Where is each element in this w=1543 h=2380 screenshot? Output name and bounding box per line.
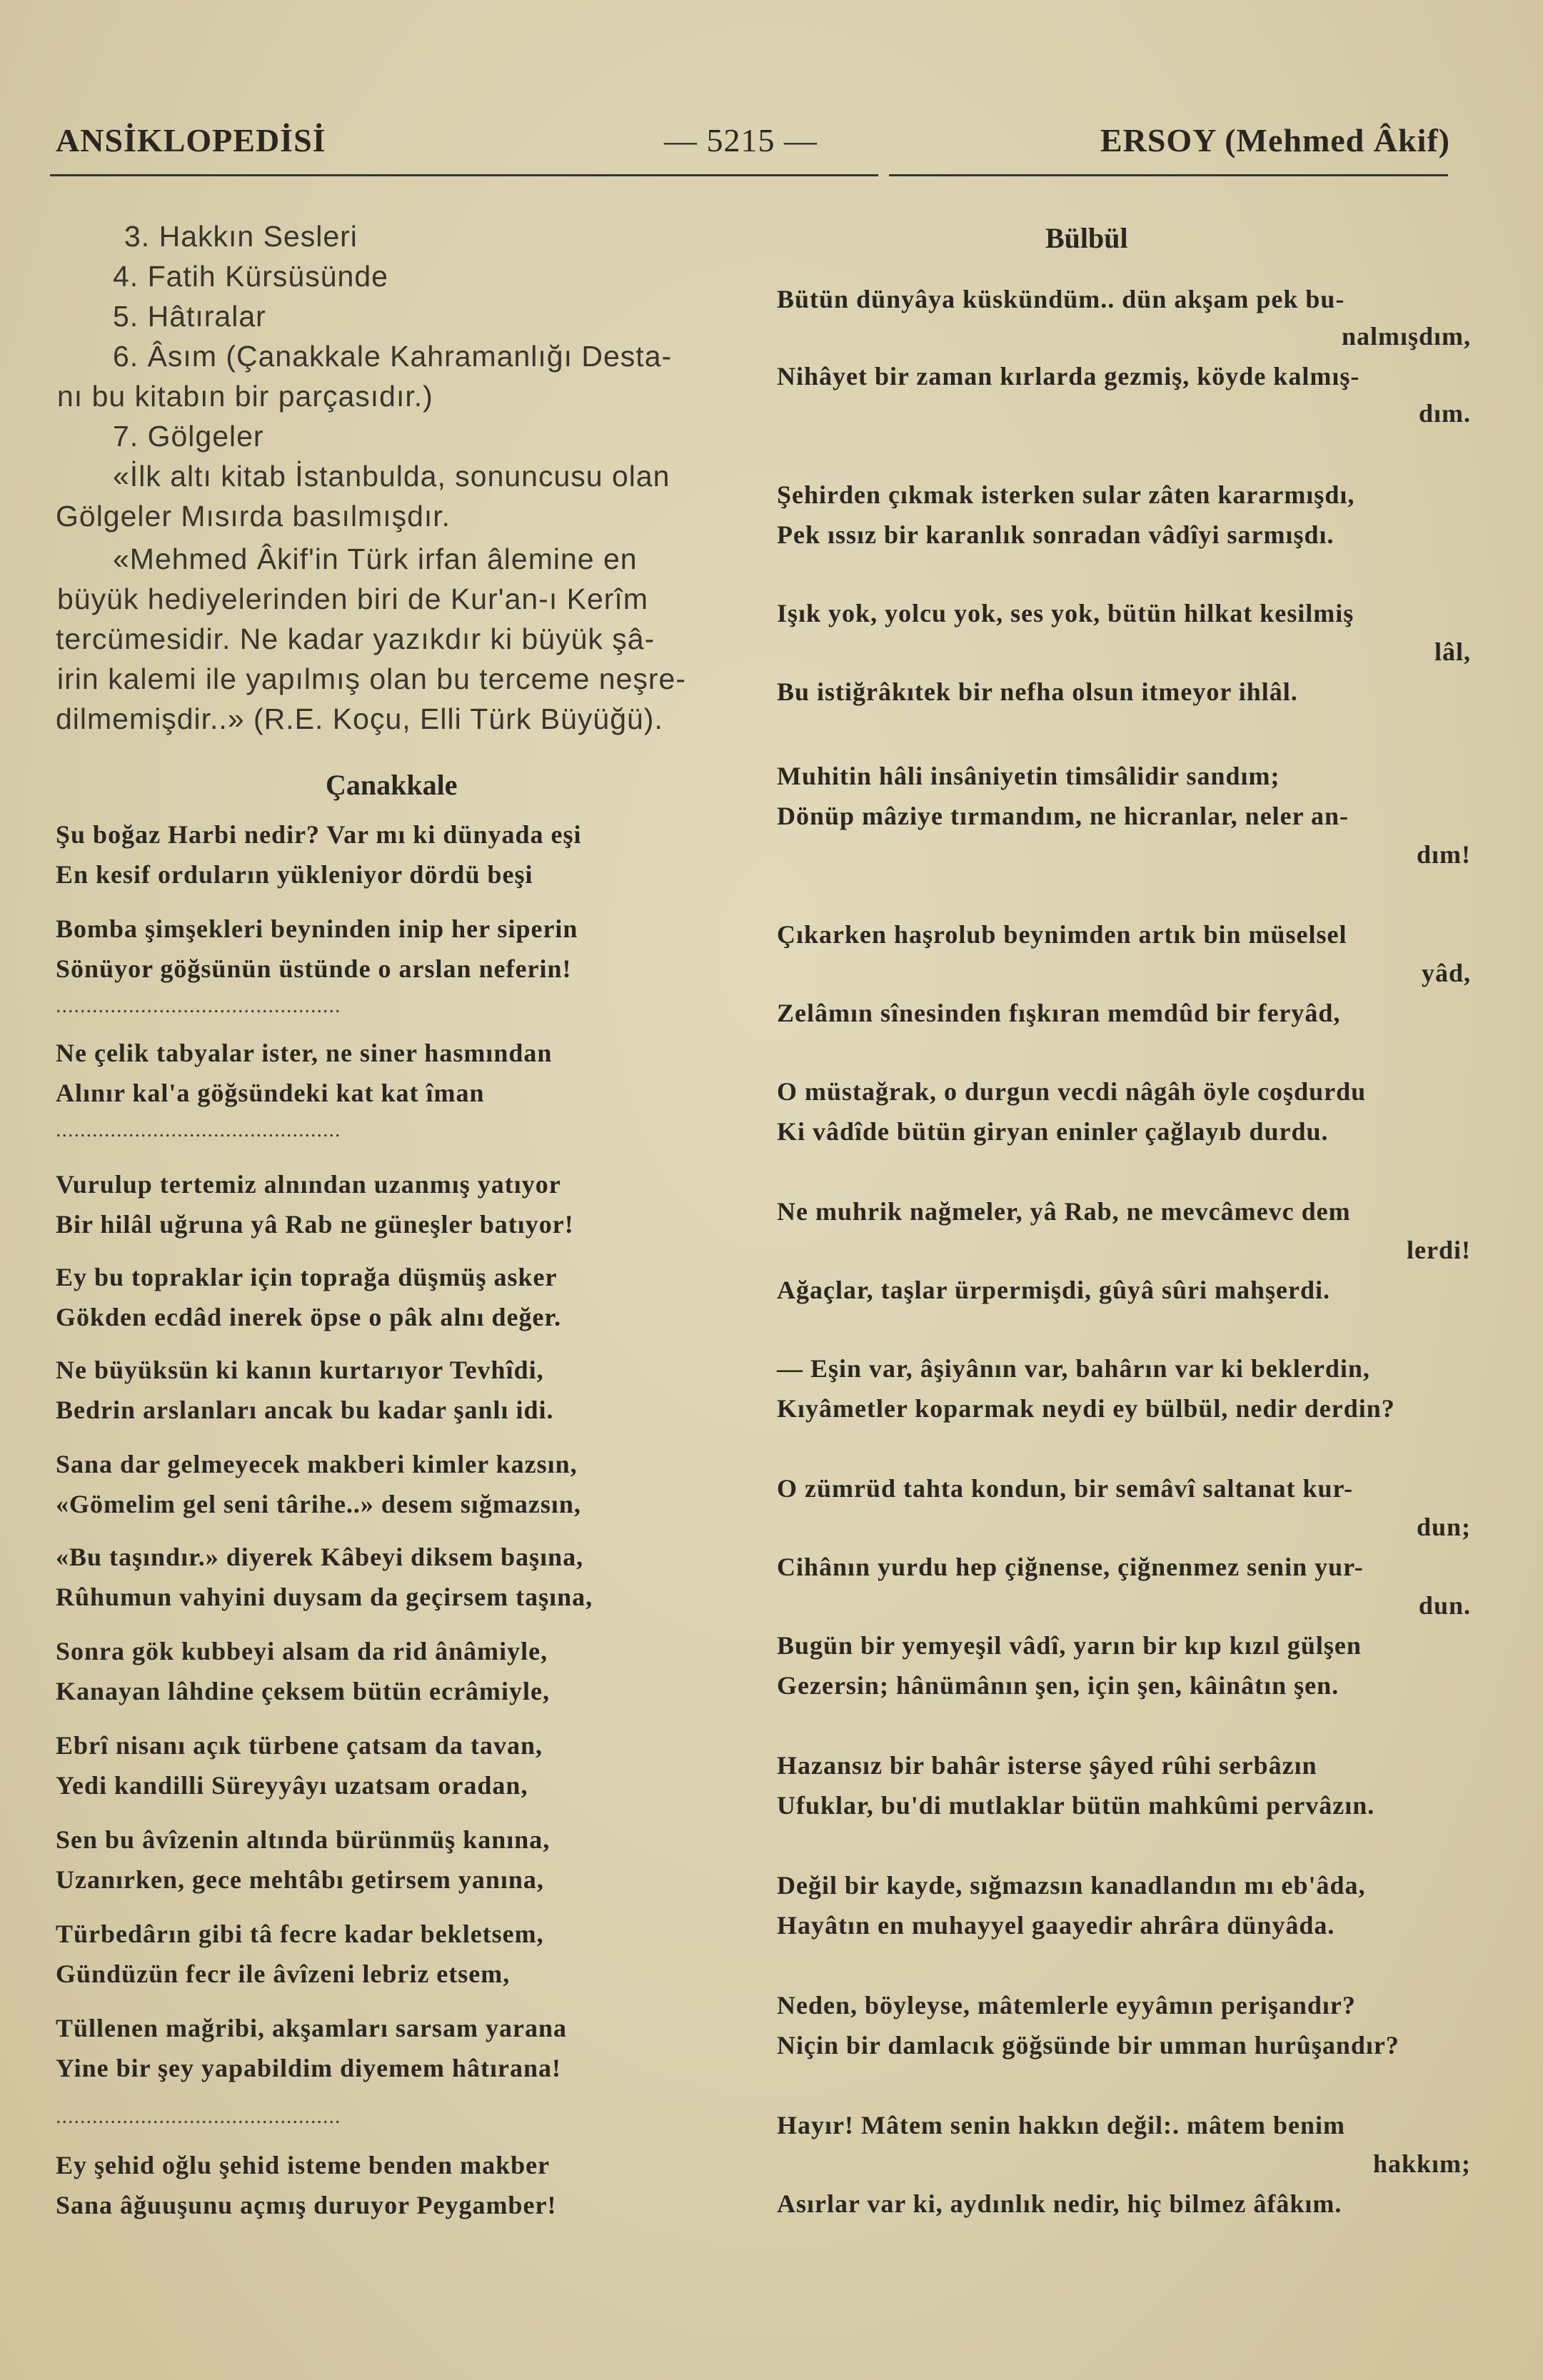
poem-line: Sen bu âvîzenin altında bürünmüş kanına,: [56, 1825, 551, 1854]
poem-line: Gezersin; hânümânın şen, için şen, kâinâtın şen.: [777, 1671, 1340, 1700]
poem-line: Ağaçlar, taşlar ürpermişdi, gûyâ sûri mahşerdi.: [777, 1276, 1331, 1304]
poem-line: Asırlar var ki, aydınlık nedir, hiç bilmez âfâkım.: [777, 2189, 1342, 2218]
poem-line: Türbedârın gibi tâ fecre kadar bekletsem,: [56, 1920, 544, 1948]
poem-title-canakkale: Çanakkale: [326, 769, 458, 801]
poem-line: Bedrin arslanları ancak bu kadar şanlı idi.: [56, 1396, 554, 1424]
quote-line: büyük hediyelerinden biri de Kur'an-ı Kerîm: [57, 583, 648, 615]
poem-line: «Bu taşındır.» diyerek Kâbeyi diksem başına,: [56, 1543, 584, 1571]
header-entry-title: ERSOY (Mehmed Âkif): [1100, 122, 1450, 158]
quote-line: dilmemişdir..» (R.E. Koçu, Elli Türk Büyüğü).: [56, 702, 663, 735]
poem-line: Ki vâdîde bütün giryan eninler çağlayıb durdu.: [777, 1117, 1329, 1146]
poem-line-continuation: dım!: [1417, 840, 1471, 869]
poem-line: Işık yok, yolcu yok, ses yok, bütün hilkat kesilmiş: [777, 599, 1354, 627]
poem-line: Değil bir kayde, sığmazsın kanadlandın mı eb'âda,: [777, 1871, 1366, 1900]
poem-line-continuation: lerdi!: [1407, 1236, 1471, 1264]
poem-line-continuation: dun.: [1418, 1591, 1471, 1620]
poem-line: Yine bir şey yapabildim diyemem hâtırana!: [56, 2054, 562, 2082]
poem-line: Ey bu topraklar için toprağa düşmüş asker: [56, 1263, 558, 1291]
poem-line: En kesif orduların yükleniyor dördü beşi: [56, 860, 533, 889]
poem-line: Şu boğaz Harbi nedir? Var mı ki dünyada eşi: [56, 820, 582, 849]
works-list-item: nı bu kitabın bir parçasıdır.): [57, 380, 433, 413]
poem-line: Gökden ecdâd inerek öpse o pâk alnı değer.: [56, 1303, 562, 1331]
header-rule-left: [50, 174, 878, 176]
poem-title-bulbul: Bülbül: [1045, 222, 1128, 254]
poem-line: Sana âğuuşunu açmış duruyor Peygamber!: [56, 2191, 557, 2219]
poem-line: Kıyâmetler koparmak neydi ey bülbül, nedir derdin?: [777, 1394, 1395, 1423]
poem-line: Neden, böyleyse, mâtemlerle eyyâmın perişandır?: [777, 1991, 1356, 2020]
page-number: — 5215 —: [664, 122, 818, 158]
quote-line: «İlk altı kitab İstanbulda, sonuncusu olan: [113, 460, 670, 493]
poem-line: Zelâmın sînesinden fışkıran memdûd bir feryâd,: [777, 999, 1341, 1027]
works-list-item: 7. Gölgeler: [113, 420, 264, 453]
poem-line: Uzanırken, gece mehtâbı getirsem yanına,: [56, 1865, 544, 1894]
poem-line: Niçin bir damlacık göğsünde bir umman hurûşandır?: [777, 2031, 1399, 2059]
poem-line: Ne büyüksün ki kanın kurtarıyor Tevhîdi,: [56, 1356, 544, 1384]
ellipsis-separator: ...............................................: [56, 2104, 341, 2128]
poem-line: O zümrüd tahta kondun, bir semâvî saltanat kur-: [777, 1474, 1354, 1503]
poem-line: Muhitin hâli insâniyetin timsâlidir sandım;: [777, 762, 1280, 790]
ellipsis-separator: ...............................................: [56, 1118, 341, 1141]
poem-line: Ebrî nisanı açık türbene çatsam da tavan,: [56, 1731, 543, 1760]
poem-line: O müstağrak, o durgun vecdi nâgâh öyle coşdurdu: [777, 1077, 1367, 1106]
quote-line: Gölgeler Mısırda basılmışdır.: [56, 500, 451, 533]
poem-line-continuation: yâd,: [1421, 959, 1471, 987]
poem-line-continuation: dım.: [1418, 399, 1471, 428]
poem-line-continuation: hakkım;: [1372, 2149, 1471, 2178]
header-encyclopedia: ANSİKLOPEDİSİ: [56, 122, 326, 158]
poem-line: Kanayan lâhdine çeksem bütün ecrâmiyle,: [56, 1677, 551, 1705]
poem-line-continuation: nalmışdım,: [1341, 322, 1471, 351]
poem-line: Hayâtın en muhayyel gaayedir ahrâra dünyâda.: [777, 1911, 1335, 1940]
poem-line: Ne muhrik nağmeler, yâ Rab, ne mevcâmevc dem: [777, 1197, 1351, 1226]
poem-line: Bütün dünyâya küskündüm.. dün akşam pek bu-: [777, 285, 1345, 313]
poem-line: Tüllenen mağribi, akşamları sarsam yarana: [56, 2014, 568, 2042]
header-rule-right: [889, 174, 1448, 176]
quote-line: irin kalemi ile yapılmış olan bu terceme neşre-: [57, 662, 686, 695]
ellipsis-separator: ...............................................: [56, 994, 341, 1017]
poem-line: Vurulup tertemiz alnından uzanmış yatıyor: [56, 1170, 561, 1199]
works-list-item: 3. Hakkın Sesleri: [124, 220, 358, 253]
quote-line: tercümesidir. Ne kadar yazıkdır ki büyük şâ-: [56, 622, 655, 655]
poem-line: Pek ıssız bir karanlık sonradan vâdîyi sarmışdı.: [777, 520, 1335, 549]
poem-line: Yedi kandilli Süreyyâyı uzatsam oradan,: [56, 1771, 528, 1800]
poem-line-continuation: dun;: [1416, 1513, 1471, 1541]
quote-line: «Mehmed Âkif'in Türk irfan âlemine en: [113, 543, 638, 575]
works-list-item: 5. Hâtıralar: [113, 300, 266, 333]
poem-line: — Eşin var, âşiyânın var, bahârın var ki beklerdin,: [777, 1354, 1370, 1383]
works-list-item: 4. Fatih Kürsüsünde: [113, 260, 388, 293]
poem-line: «Gömelim gel seni târihe..» desem sığmazsın,: [56, 1490, 581, 1518]
poem-line: Bomba şimşekleri beyninden inip her siperin: [56, 914, 578, 943]
poem-line: Bir hilâl uğruna yâ Rab ne güneşler batıyor!: [56, 1210, 574, 1239]
poem-line: Ey şehid oğlu şehid isteme benden makber: [56, 2151, 551, 2179]
poem-line: Şehirden çıkmak isterken sular zâten kararmışdı,: [777, 480, 1355, 509]
poem-line: Bugün bir yemyeşil vâdî, yarın bir kıp kızıl gülşen: [777, 1631, 1362, 1660]
poem-line: Rûhumun vahyini duysam da geçirsem taşına,: [56, 1583, 593, 1611]
poem-line: Dönüp mâziye tırmandım, ne hicranlar, neler an-: [777, 802, 1349, 830]
poem-line: Hayır! Mâtem senin hakkın değil:. mâtem benim: [777, 2111, 1345, 2139]
poem-line: Sana dar gelmeyecek makberi kimler kazsın,: [56, 1450, 578, 1478]
poem-line: Sonra gök kubbeyi alsam da rid ânâmiyle,: [56, 1637, 548, 1665]
poem-line: Ufuklar, bu'di mutlaklar bütün mahkûmi pervâzın.: [777, 1791, 1375, 1820]
poem-line: Nihâyet bir zaman kırlarda gezmiş, köyde kalmış-: [777, 362, 1360, 390]
poem-line: Çıkarken haşrolub beynimden artık bin müselsel: [777, 920, 1347, 949]
poem-line: Gündüzün fecr ile âvîzeni lebriz etsem,: [56, 1960, 511, 1988]
poem-line: Ne çelik tabyalar ister, ne siner hasmından: [56, 1039, 553, 1067]
works-list-item: 6. Âsım (Çanakkale Kahramanlığı Desta-: [113, 340, 673, 373]
poem-line: Hazansız bir bahâr isterse şâyed rûhi serbâzın: [777, 1751, 1317, 1780]
poem-line: Alınır kal'a göğsündeki kat kat îman: [56, 1079, 485, 1107]
poem-line: Sönüyor göğsünün üstünde o arslan neferin!: [56, 954, 572, 983]
poem-line-continuation: lâl,: [1434, 637, 1471, 666]
poem-line: Bu istiğrâkıtek bir nefha olsun itmeyor ihlâl.: [777, 677, 1298, 706]
poem-line: Cihânın yurdu hep çiğnense, çiğnenmez senin yur-: [777, 1553, 1364, 1581]
